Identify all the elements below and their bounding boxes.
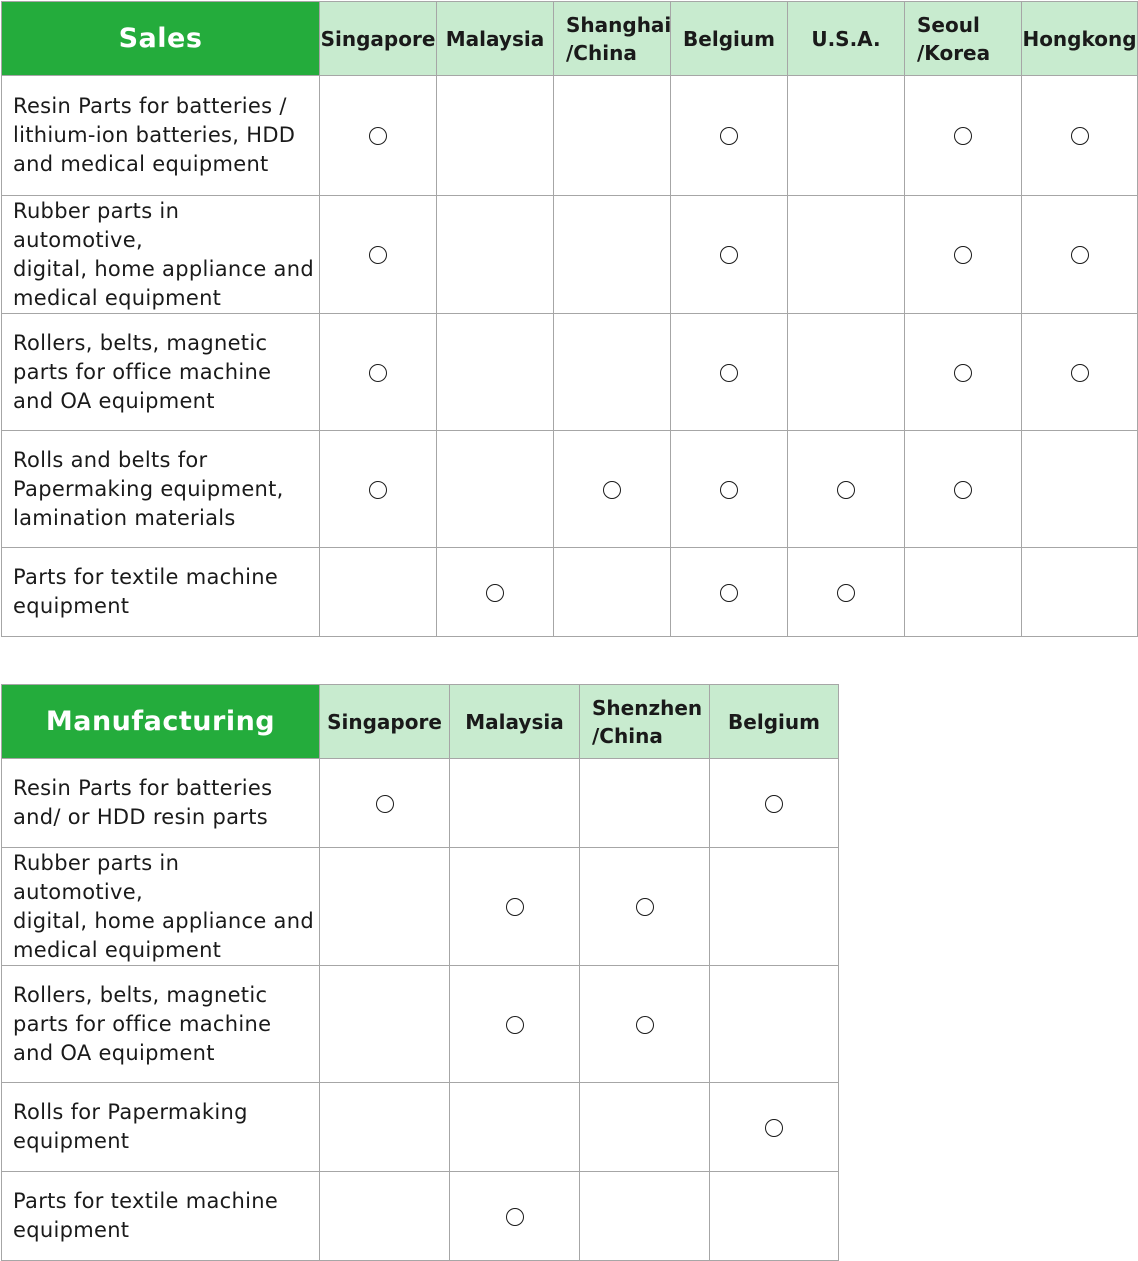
manufacturing-cell xyxy=(320,848,450,966)
circle-icon xyxy=(720,481,738,499)
sales-cell xyxy=(905,76,1022,196)
circle-icon xyxy=(837,481,855,499)
circle-icon xyxy=(954,127,972,145)
manufacturing-cell xyxy=(580,848,710,966)
circle-icon xyxy=(837,584,855,602)
sales-cell xyxy=(320,76,437,196)
circle-icon xyxy=(369,246,387,264)
manufacturing-cell xyxy=(710,1083,839,1172)
circle-icon xyxy=(1071,127,1089,145)
sales-cell xyxy=(320,196,437,314)
sales-cell xyxy=(437,76,554,196)
manufacturing-cell xyxy=(710,848,839,966)
sales-cell xyxy=(905,431,1022,548)
sales-cell xyxy=(554,76,671,196)
circle-icon xyxy=(720,584,738,602)
manufacturing-row-label: Rubber parts in automotive, digital, home appliance and medical equipment xyxy=(2,848,320,966)
circle-icon xyxy=(636,898,654,916)
sales-cell xyxy=(788,314,905,431)
manufacturing-table xyxy=(1,684,839,1261)
sales-cell xyxy=(788,76,905,196)
manufacturing-row-label: Parts for textile machine equipment xyxy=(2,1172,320,1261)
sales-cell xyxy=(437,548,554,637)
circle-icon xyxy=(506,898,524,916)
sales-cell xyxy=(788,548,905,637)
manufacturing-location-header: Belgium xyxy=(710,685,839,759)
manufacturing-cell xyxy=(450,966,580,1083)
manufacturing-cell xyxy=(580,966,710,1083)
sales-cell xyxy=(671,76,788,196)
manufacturing-cell xyxy=(320,1172,450,1261)
circle-icon xyxy=(1071,364,1089,382)
circle-icon xyxy=(720,364,738,382)
sales-cell xyxy=(1022,76,1138,196)
manufacturing-cell xyxy=(580,759,710,848)
sales-cell xyxy=(671,314,788,431)
sales-cell xyxy=(905,196,1022,314)
manufacturing-cell xyxy=(320,1083,450,1172)
manufacturing-cell xyxy=(450,1083,580,1172)
sales-location-header: Hongkong xyxy=(1022,2,1138,76)
manufacturing-location-header: Malaysia xyxy=(450,685,580,759)
manufacturing-location-header: Singapore xyxy=(320,685,450,759)
circle-icon xyxy=(369,127,387,145)
manufacturing-row-label: Rolls for Papermaking equipment xyxy=(2,1083,320,1172)
sales-location-header: Seoul /Korea xyxy=(905,2,1022,76)
sales-row-label: Parts for textile machine equipment xyxy=(2,548,320,637)
sales-cell xyxy=(671,196,788,314)
sales-cell xyxy=(320,548,437,637)
manufacturing-row xyxy=(2,1083,839,1172)
circle-icon xyxy=(954,246,972,264)
sales-location-header: Malaysia xyxy=(437,2,554,76)
sales-cell xyxy=(788,196,905,314)
circle-icon xyxy=(376,795,394,813)
sales-row-label: Rolls and belts for Papermaking equipment, lamination materials xyxy=(2,431,320,548)
manufacturing-cell xyxy=(580,1083,710,1172)
circle-icon xyxy=(603,481,621,499)
manufacturing-cell xyxy=(450,848,580,966)
sales-cell xyxy=(320,314,437,431)
sales-cell xyxy=(554,196,671,314)
sales-location-header: U.S.A. xyxy=(788,2,905,76)
circle-icon xyxy=(765,795,783,813)
manufacturing-cell xyxy=(450,759,580,848)
sales-cell xyxy=(1022,431,1138,548)
sales-cell xyxy=(1022,314,1138,431)
sales-cell xyxy=(437,431,554,548)
sales-cell xyxy=(788,431,905,548)
circle-icon xyxy=(506,1208,524,1226)
sales-cell xyxy=(671,431,788,548)
sales-rows xyxy=(2,76,1138,637)
circle-icon xyxy=(1071,246,1089,264)
sales-cell xyxy=(554,431,671,548)
sales-cell xyxy=(554,314,671,431)
circle-icon xyxy=(636,1016,654,1034)
circle-icon xyxy=(369,481,387,499)
manufacturing-row xyxy=(2,848,839,966)
sales-title: Sales xyxy=(2,2,320,76)
sales-cell xyxy=(905,548,1022,637)
sales-cell xyxy=(1022,548,1138,637)
circle-icon xyxy=(765,1119,783,1137)
circle-icon xyxy=(720,246,738,264)
sales-row-label: Rubber parts in automotive, digital, home appliance and medical equipment xyxy=(2,196,320,314)
sales-location-header: Shanghai /China xyxy=(554,2,671,76)
sales-row xyxy=(2,196,1138,314)
circle-icon xyxy=(486,584,504,602)
manufacturing-cell xyxy=(580,1172,710,1261)
sales-table xyxy=(1,1,1138,637)
manufacturing-cell xyxy=(450,1172,580,1261)
circle-icon xyxy=(506,1016,524,1034)
sales-row-label: Rollers, belts, magnetic parts for office machine and OA equipment xyxy=(2,314,320,431)
manufacturing-cell xyxy=(710,1172,839,1261)
manufacturing-title: Manufacturing xyxy=(2,685,320,759)
circle-icon xyxy=(720,127,738,145)
manufacturing-cell xyxy=(320,759,450,848)
sales-location-header: Belgium xyxy=(671,2,788,76)
sales-row xyxy=(2,314,1138,431)
sales-row xyxy=(2,548,1138,637)
sales-cell xyxy=(671,548,788,637)
sales-cell xyxy=(1022,196,1138,314)
circle-icon xyxy=(954,364,972,382)
manufacturing-row-label: Resin Parts for batteries and/ or HDD resin parts xyxy=(2,759,320,848)
manufacturing-row xyxy=(2,966,839,1083)
manufacturing-location-header: Shenzhen /China xyxy=(580,685,710,759)
sales-cell xyxy=(437,314,554,431)
manufacturing-rows xyxy=(2,759,839,1261)
sales-row-label: Resin Parts for batteries / lithium-ion batteries, HDD and medical equipment xyxy=(2,76,320,196)
sales-cell xyxy=(320,431,437,548)
sales-location-header: Singapore xyxy=(320,2,437,76)
circle-icon xyxy=(369,364,387,382)
manufacturing-cell xyxy=(710,759,839,848)
sales-cell xyxy=(437,196,554,314)
manufacturing-row-label: Rollers, belts, magnetic parts for office machine and OA equipment xyxy=(2,966,320,1083)
sales-cell xyxy=(554,548,671,637)
manufacturing-row xyxy=(2,759,839,848)
manufacturing-row xyxy=(2,1172,839,1261)
manufacturing-cell xyxy=(320,966,450,1083)
sales-row xyxy=(2,76,1138,196)
sales-cell xyxy=(905,314,1022,431)
manufacturing-cell xyxy=(710,966,839,1083)
circle-icon xyxy=(954,481,972,499)
sales-row xyxy=(2,431,1138,548)
